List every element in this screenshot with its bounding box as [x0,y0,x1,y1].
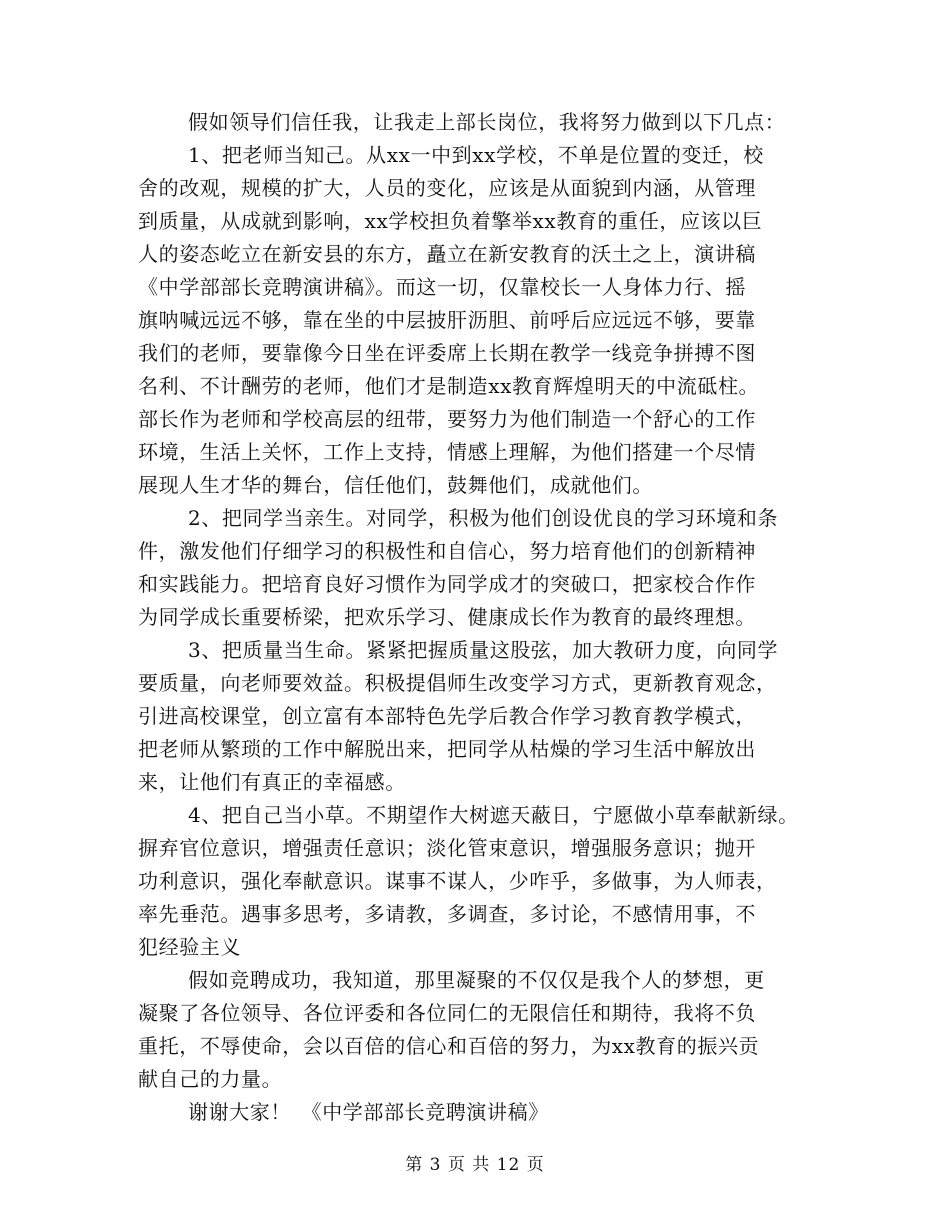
text-line: 功利意识，强化奉献意识。谋事不谋人，少咋乎，多做事，为人师表， [138,869,777,893]
text-line: 来，让他们有真正的幸福感。 [138,770,406,794]
text-line: 率先垂范。遇事多思考，多请教，多调查，多讨论，不感情用事，不 [138,902,756,926]
text-line: 名利、不计酬劳的老师，他们才是制造xx教育辉煌明天的中流砥柱。 [138,374,760,398]
text-line: 要质量，向老师要效益。积极提倡师生改变学习方式，更新教育观念， [138,671,777,695]
text-line: 和实践能力。把培育良好习惯作为同学成才的突破口，把家校合作作 [138,572,756,596]
page-number-footer: 第 3 页 共 12 页 [405,1155,545,1175]
text-line: 部长作为老师和学校高层的纽带，要努力为他们制造一个舒心的工作 [138,407,756,431]
text-line: 献自己的力量。 [138,1067,283,1091]
text-line: 环境，生活上关怀，工作上支持，情感上理解，为他们搭建一个尽情 [138,440,756,464]
text-line: 谢谢大家！ 《中学部部长竞聘演讲稿》 [188,1100,549,1124]
text-line: 把老师从繁琐的工作中解脱出来，把同学从枯燥的学习生活中解放出 [138,737,756,761]
text-line: 旗呐喊远远不够，靠在坐的中层披肝沥胆、前呼后应远远不够，要靠 [138,308,756,332]
text-line: 展现人生才华的舞台，信任他们，鼓舞他们，成就他们。 [138,473,653,497]
document-body [138,106,826,1129]
text-line: 舍的改观，规模的扩大，人员的变化，应该是从面貌到内涵，从管理 [138,176,756,200]
text-line: 《中学部部长竞聘演讲稿》。而这一切，仅靠校长一人身体力行、摇 [138,275,746,299]
text-line: 重托，不辱使命，会以百倍的信心和百倍的努力，为xx教育的振兴贡 [138,1034,760,1058]
text-line: 2、把同学当亲生。对同学，积极为他们创设优良的学习环境和条 [188,506,779,530]
text-line: 我们的老师，要靠像今日坐在评委席上长期在教学一线竞争拼搏不图 [138,341,756,365]
text-line: 假如领导们信任我，让我走上部长岗位，我将努力做到以下几点： [188,110,786,134]
text-line: 1、把老师当知己。从xx一中到xx学校，不单是位置的变迁，校 [188,143,764,167]
text-line: 件，激发他们仔细学习的积极性和自信心，努力培育他们的创新精神 [138,539,756,563]
text-line: 4、把自己当小草。不期望作大树遮天蔽日，宁愿做小草奉献新绿。 [188,803,799,827]
text-line: 犯经验主义 [138,935,241,959]
text-line: 为同学成长重要桥梁，把欢乐学习、健康成长作为教育的最终理想。 [138,605,756,629]
text-line: 到质量，从成就到影响，xx学校担负着擎举xx教育的重任，应该以巨 [138,209,763,233]
text-line: 假如竞聘成功，我知道，那里凝聚的不仅仅是我个人的梦想，更 [188,968,765,992]
text-line: 凝聚了各位领导、各位评委和各位同仁的无限信任和期待，我将不负 [138,1001,756,1025]
text-line: 人的姿态屹立在新安县的东方，矗立在新安教育的沃土之上，演讲稿 [138,242,756,266]
text-line: 3、把质量当生命。紧紧把握质量这股弦，加大教研力度，向同学 [188,638,779,662]
text-line: 引进高校课堂，创立富有本部特色先学后教合作学习教育教学模式， [138,704,756,728]
text-line: 摒弃官位意识，增强责任意识；淡化管束意识，增强服务意识；抛开 [138,836,756,860]
